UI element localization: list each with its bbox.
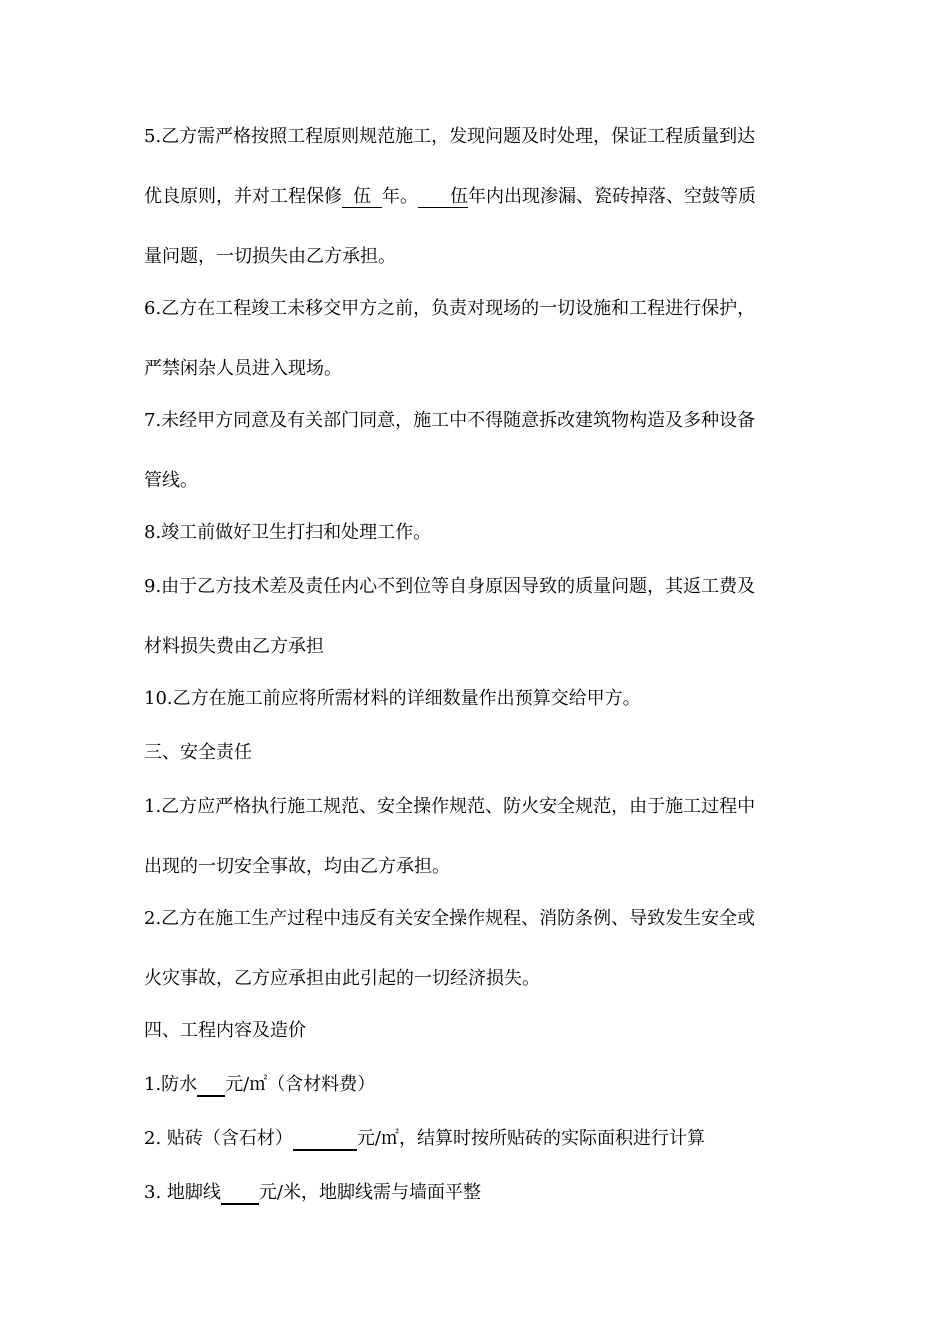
clause-7-line-2 <box>144 470 824 492</box>
text: 9.由于乙方技术差及责任内心不到位等自身原因导致的质量问题，其返工费及 <box>144 576 756 597</box>
safety-clause-1-line-1 <box>144 796 824 818</box>
section-heading-scope-and-price <box>144 1020 824 1042</box>
text: 出现的一切安全事故，均由乙方承担。 <box>144 856 450 877</box>
clause-9-line-1 <box>144 576 824 598</box>
section-heading-safety <box>144 742 824 764</box>
text: 10.乙方在施工前应将所需材料的详细数量作出预算交给甲方。 <box>144 688 641 709</box>
text: 量问题，一切损失由乙方承担。 <box>144 246 396 267</box>
price-item-waterproofing <box>144 1074 824 1097</box>
warranty-period-blank: 伍 <box>418 187 468 208</box>
clause-9-line-2 <box>144 636 824 658</box>
clause-8 <box>144 522 824 544</box>
warranty-years-blank: 伍 <box>342 187 382 208</box>
text: 年内出现渗漏、瓷砖掉落、空鼓等质 <box>468 186 756 207</box>
safety-clause-1-line-2 <box>144 856 824 878</box>
text: 年。 <box>382 186 418 207</box>
text: 2.乙方在施工生产过程中违反有关安全操作规程、消防条例、导致发生安全或 <box>144 908 756 929</box>
tiling-price-blank <box>293 1129 357 1151</box>
text: 火灾事故，乙方应承担由此引起的一切经济损失。 <box>144 968 540 989</box>
text: 元/米，地脚线需与墙面平整 <box>258 1182 481 1203</box>
safety-clause-2-line-2 <box>144 968 824 990</box>
text: 5.乙方需严格按照工程原则规范施工，发现问题及时处理，保证工程质量到达 <box>144 126 756 147</box>
clause-6-line-2 <box>144 358 824 380</box>
text: 1.乙方应严格执行施工规范、安全操作规范、防火安全规范，由于施工过程中 <box>144 796 756 817</box>
text: 元/㎡（含材料费） <box>225 1074 376 1095</box>
text: 四、工程内容及造价 <box>144 1020 306 1041</box>
clause-10 <box>144 688 824 710</box>
clause-5-line-3 <box>144 246 824 268</box>
skirting-price-blank <box>221 1183 259 1205</box>
clause-6-line-1 <box>144 298 824 320</box>
text: 6.乙方在工程竣工未移交甲方之前，负责对现场的一切设施和工程进行保护， <box>144 298 756 319</box>
clause-7-line-1 <box>144 410 824 432</box>
text: 3. 地脚线 <box>144 1182 221 1203</box>
price-item-tiling <box>144 1128 824 1151</box>
text: 优良原则，并对工程保修 <box>144 186 342 207</box>
text: 2. 贴砖（含石材） <box>144 1128 293 1149</box>
waterproofing-price-blank <box>197 1075 225 1097</box>
text: 8.竣工前做好卫生打扫和处理工作。 <box>144 522 432 543</box>
text: 元/㎡，结算时按所贴砖的实际面积进行计算 <box>356 1128 705 1149</box>
text: 管线。 <box>144 470 198 491</box>
text: 三、安全责任 <box>144 742 252 763</box>
price-item-skirting <box>144 1182 824 1205</box>
text: 严禁闲杂人员进入现场。 <box>144 358 342 379</box>
clause-5-line-1 <box>144 126 824 148</box>
safety-clause-2-line-1 <box>144 908 824 930</box>
text: 1.防水 <box>144 1074 198 1095</box>
text: 7.未经甲方同意及有关部门同意，施工中不得随意拆改建筑物构造及多种设备 <box>144 410 756 431</box>
clause-5-line-2 <box>144 186 824 208</box>
text: 材料损失费由乙方承担 <box>144 636 324 657</box>
